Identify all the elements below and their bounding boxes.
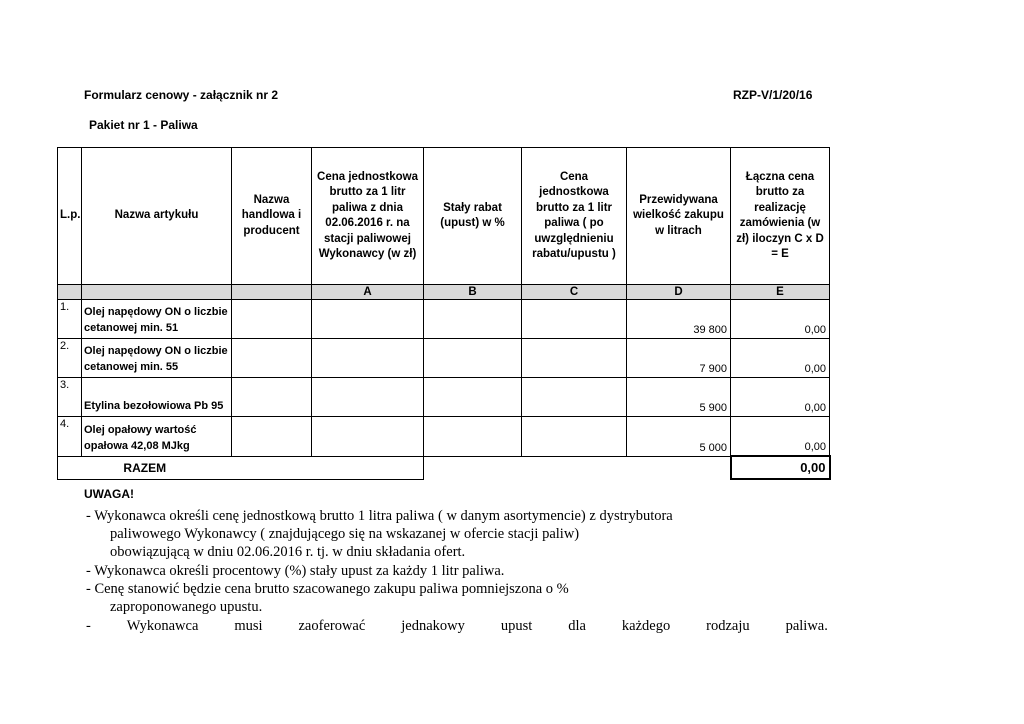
- total-cell: 0,00: [731, 417, 830, 457]
- letter-cell: [232, 285, 312, 300]
- discount-cell[interactable]: [424, 339, 522, 378]
- trade-name-cell[interactable]: [232, 300, 312, 339]
- quantity-cell: 5 900: [627, 378, 731, 417]
- note-word: musi: [234, 618, 263, 634]
- article-name: Etylina bezołowiowa Pb 95: [82, 378, 232, 417]
- trade-name-cell[interactable]: [232, 339, 312, 378]
- note-line: - Wykonawca określi procentowy (%) stały upust za każdy 1 litr paliwa.: [86, 563, 505, 579]
- discount-cell[interactable]: [424, 378, 522, 417]
- col-header-quantity: Przewidywana wielkość zakupu w litrach: [627, 148, 731, 285]
- row-number: 1.: [58, 300, 82, 339]
- note-word: paliwa.: [785, 618, 828, 634]
- quantity-cell: 39 800: [627, 300, 731, 339]
- table-row: [58, 300, 830, 339]
- grand-total: 0,00: [731, 456, 830, 479]
- price-table: [57, 147, 831, 480]
- quantity-cell: 5 000: [627, 417, 731, 457]
- form-title: Formularz cenowy - załącznik nr 2: [84, 88, 279, 102]
- note-line-justified: [86, 618, 828, 635]
- unit-price-cell[interactable]: [312, 378, 424, 417]
- package-title: Pakiet nr 1 - Paliwa: [89, 118, 198, 132]
- article-name: Olej napędowy ON o liczbie cetanowej min. 55: [82, 339, 232, 378]
- discount-cell[interactable]: [424, 417, 522, 457]
- trade-name-cell[interactable]: [232, 417, 312, 457]
- col-header-lp: L.p.: [58, 148, 82, 285]
- header-row: [58, 148, 830, 285]
- total-cell: 0,00: [731, 300, 830, 339]
- reference-number: RZP-V/1/20/16: [733, 88, 813, 102]
- note-line: - Wykonawca określi cenę jednostkową brutto 1 litra paliwa ( w danym asortymencie) z dystrybutora: [86, 508, 673, 524]
- unit-price-cell[interactable]: [312, 300, 424, 339]
- sum-row: [58, 456, 830, 479]
- table-row: [58, 339, 830, 378]
- letter-cell: [58, 285, 82, 300]
- letter-cell: B: [424, 285, 522, 300]
- note-word: -: [86, 618, 91, 634]
- col-header-unit-price: Cena jednostkowa brutto za 1 litr paliwa z dnia 02.06.2016 r. na stacji paliwowej Wykonawcy (w zł): [312, 148, 424, 285]
- note-line: - Cenę stanowić będzie cena brutto szacowanego zakupu paliwa pomniejszona o %: [86, 581, 569, 597]
- col-header-article: Nazwa artykułu: [82, 148, 232, 285]
- unit-price-cell[interactable]: [312, 339, 424, 378]
- note-word: Wykonawca: [126, 618, 199, 634]
- sum-label-filler: [232, 456, 424, 479]
- quantity-cell: 7 900: [627, 339, 731, 378]
- letter-row: [58, 285, 830, 300]
- table-row: [58, 417, 830, 457]
- note-word: upust: [500, 618, 533, 634]
- row-number: 2.: [58, 339, 82, 378]
- sum-spacer: [424, 456, 731, 479]
- letter-cell: [82, 285, 232, 300]
- letter-cell: E: [731, 285, 830, 300]
- trade-name-cell[interactable]: [232, 378, 312, 417]
- article-name: Olej opałowy wartość opałowa 42,08 MJkg: [82, 417, 232, 457]
- row-number: 4.: [58, 417, 82, 457]
- note-line: paliwowego Wykonawcy ( znajdującego się na wskazanej w ofercie stacji paliw): [110, 526, 580, 542]
- article-name: Olej napędowy ON o liczbie cetanowej min. 51: [82, 300, 232, 339]
- note-word: dla: [568, 618, 586, 634]
- col-header-discount: Stały rabat (upust) w %: [424, 148, 522, 285]
- note-word: rodzaju: [706, 618, 750, 634]
- col-header-net-price: Cena jednostkowa brutto za 1 litr paliwa ( po uwzględnieniu rabatu/upustu ): [522, 148, 627, 285]
- col-header-total: Łączna cena brutto za realizację zamówienia (w zł) iloczyn C x D = E: [731, 148, 830, 285]
- row-number: 3.: [58, 378, 82, 417]
- net-price-cell[interactable]: [522, 300, 627, 339]
- net-price-cell[interactable]: [522, 417, 627, 457]
- note-word: zaoferować: [298, 618, 366, 634]
- unit-price-cell[interactable]: [312, 417, 424, 457]
- sum-label: RAZEM: [58, 456, 232, 479]
- notes-heading: UWAGA!: [84, 487, 134, 501]
- letter-cell: C: [522, 285, 627, 300]
- table-row: [58, 378, 830, 417]
- discount-cell[interactable]: [424, 300, 522, 339]
- letter-cell: A: [312, 285, 424, 300]
- note-word: jednakowy: [401, 618, 465, 634]
- total-cell: 0,00: [731, 378, 830, 417]
- note-word: każdego: [621, 618, 671, 634]
- note-line: obowiązującą w dniu 02.06.2016 r. tj. w dniu składania ofert.: [110, 544, 466, 560]
- note-line: zaproponowanego upustu.: [110, 599, 263, 615]
- net-price-cell[interactable]: [522, 339, 627, 378]
- col-header-trade-name: Nazwa handlowa i producent: [232, 148, 312, 285]
- letter-cell: D: [627, 285, 731, 300]
- total-cell: 0,00: [731, 339, 830, 378]
- net-price-cell[interactable]: [522, 378, 627, 417]
